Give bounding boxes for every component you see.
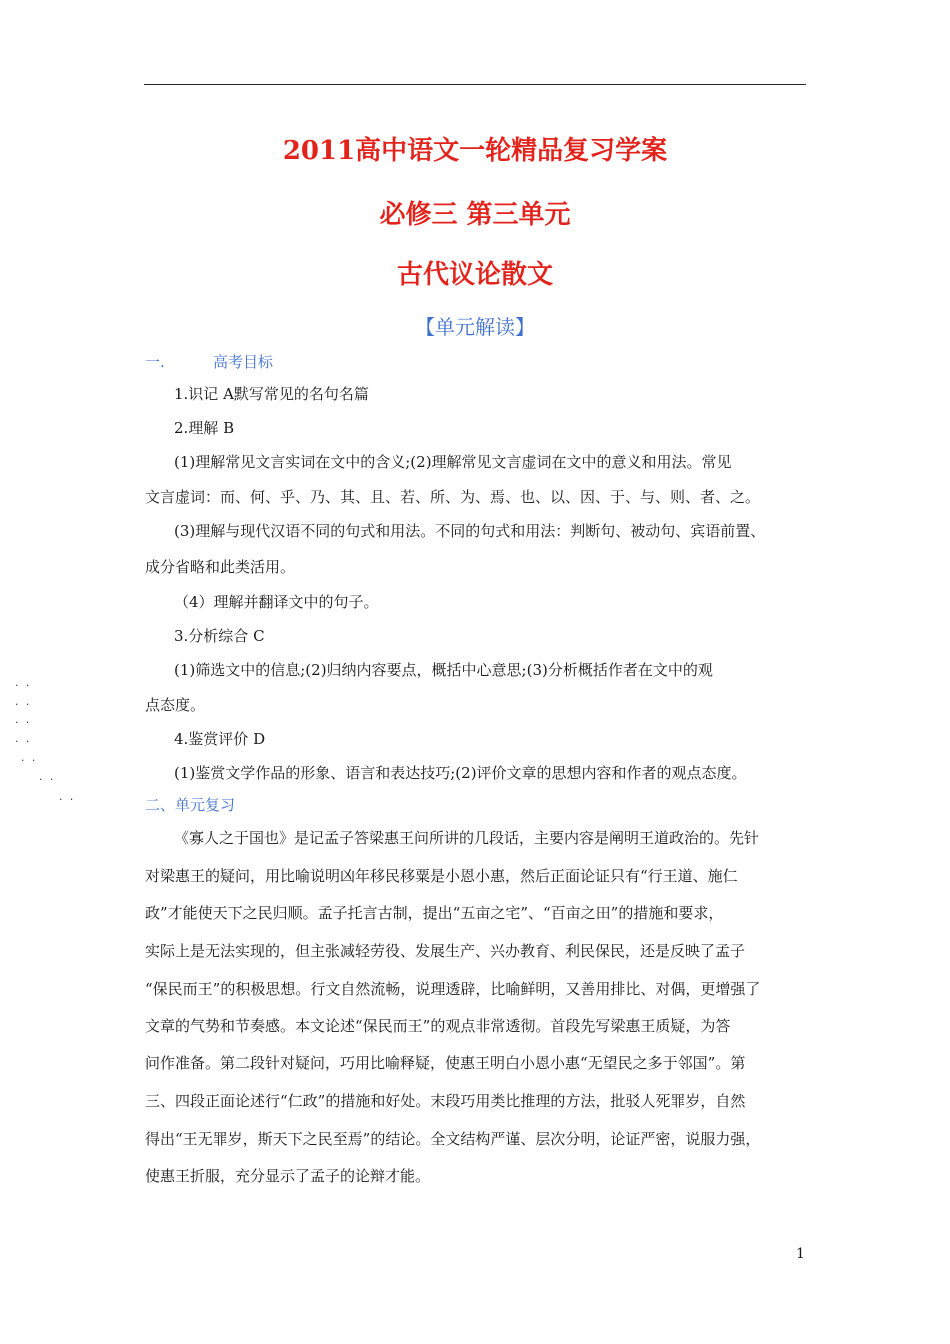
header-rule	[144, 84, 806, 85]
margin-mark: . .	[14, 735, 31, 745]
margin-mark: . .	[20, 754, 37, 764]
heading-text: 高考目标	[213, 353, 274, 371]
review-line: 使惠王折服，充分显示了孟子的论辩才能。	[145, 1167, 431, 1185]
unit-subtitle: 必修三 第三单元	[379, 200, 571, 230]
section-label: 【单元解读】	[415, 315, 535, 339]
review-line: “保民而王”的积极思想。行文自然流畅，说理透辟，比喻鲜明，又善用排比、对偶，更增强了	[145, 980, 761, 998]
goal-line: 成分省略和此类活用。	[145, 558, 296, 576]
review-line: 文章的气势和节奏感。本文论述“保民而王”的观点非常透彻。首段先写梁惠王质疑，为答	[145, 1017, 731, 1035]
document-title: 2011高中语文一轮精品复习学案	[282, 136, 668, 166]
review-line: 对梁惠王的疑问，用比喻说明凶年移民移粟是小恩小惠，然后正面论证只有“行王道、施仁	[145, 867, 738, 885]
margin-mark: . .	[14, 679, 31, 689]
margin-mark: . .	[38, 773, 55, 783]
review-line: 实际上是无法实现的，但主张减轻劳役、发展生产、兴办教育、利民保民，还是反映了孟子	[145, 942, 746, 960]
review-line: 政”才能使天下之民归顺。孟子托言古制，提出“五亩之宅”、“百亩之田”的措施和要求，	[145, 904, 724, 922]
review-line: 问作准备。第二段针对疑问，巧用比喻释疑，使惠王明白小恩小惠“无望民之多于邻国”。第	[145, 1054, 746, 1072]
review-line: 《寡人之于国也》是记孟子答梁惠王问所讲的几段话，主要内容是阐明王道政治的。先针	[174, 829, 760, 847]
goal-line: (1)鉴赏文学作品的形象、语言和表达技巧;(2)评价文章的思想内容和作者的观点态度。	[174, 764, 747, 782]
review-line: 三、四段正面论述行“仁政”的措施和好处。末段巧用类比推理的方法，批驳人死罪岁，自然	[145, 1092, 746, 1110]
topic-title: 古代议论散文	[396, 260, 553, 290]
heading-unit-review: 二、单元复习	[145, 796, 236, 814]
goal-line: (3)理解与现代汉语不同的句式和用法。不同的句式和用法：判断句、被动句、宾语前置、	[174, 522, 766, 540]
heading-number: 一.	[145, 353, 165, 371]
review-line: 得出“王无罪岁，斯天下之民至焉”的结论。全文结构严谨、层次分明，论证严密，说服力强，	[145, 1130, 761, 1148]
margin-mark: . .	[14, 698, 31, 708]
goal-line: 文言虚词：而、何、乎、乃、其、且、若、所、为、焉、也、以、因、于、与、则、者、之。	[145, 488, 761, 506]
goal-line: (1)筛选文中的信息;(2)归纳内容要点，概括中心意思;(3)分析概括作者在文中的观	[174, 661, 713, 679]
goal-line: 3.分析综合 C	[174, 627, 265, 645]
goal-line: （4）理解并翻译文中的句子。	[174, 593, 379, 611]
goal-line: (1)理解常见文言实词在文中的含义;(2)理解常见文言虚词在文中的意义和用法。常见	[174, 453, 732, 471]
goal-line: 点态度。	[145, 696, 206, 714]
heading-exam-goals	[145, 352, 273, 372]
margin-mark: . .	[58, 793, 75, 803]
goal-line: 2.理解 B	[174, 419, 235, 437]
margin-mark: . .	[14, 716, 31, 726]
goal-line: 1.识记 A默写常见的名句名篇	[174, 385, 369, 403]
page-number: 1	[796, 1246, 805, 1262]
goal-line: 4.鉴赏评价 D	[174, 730, 266, 748]
